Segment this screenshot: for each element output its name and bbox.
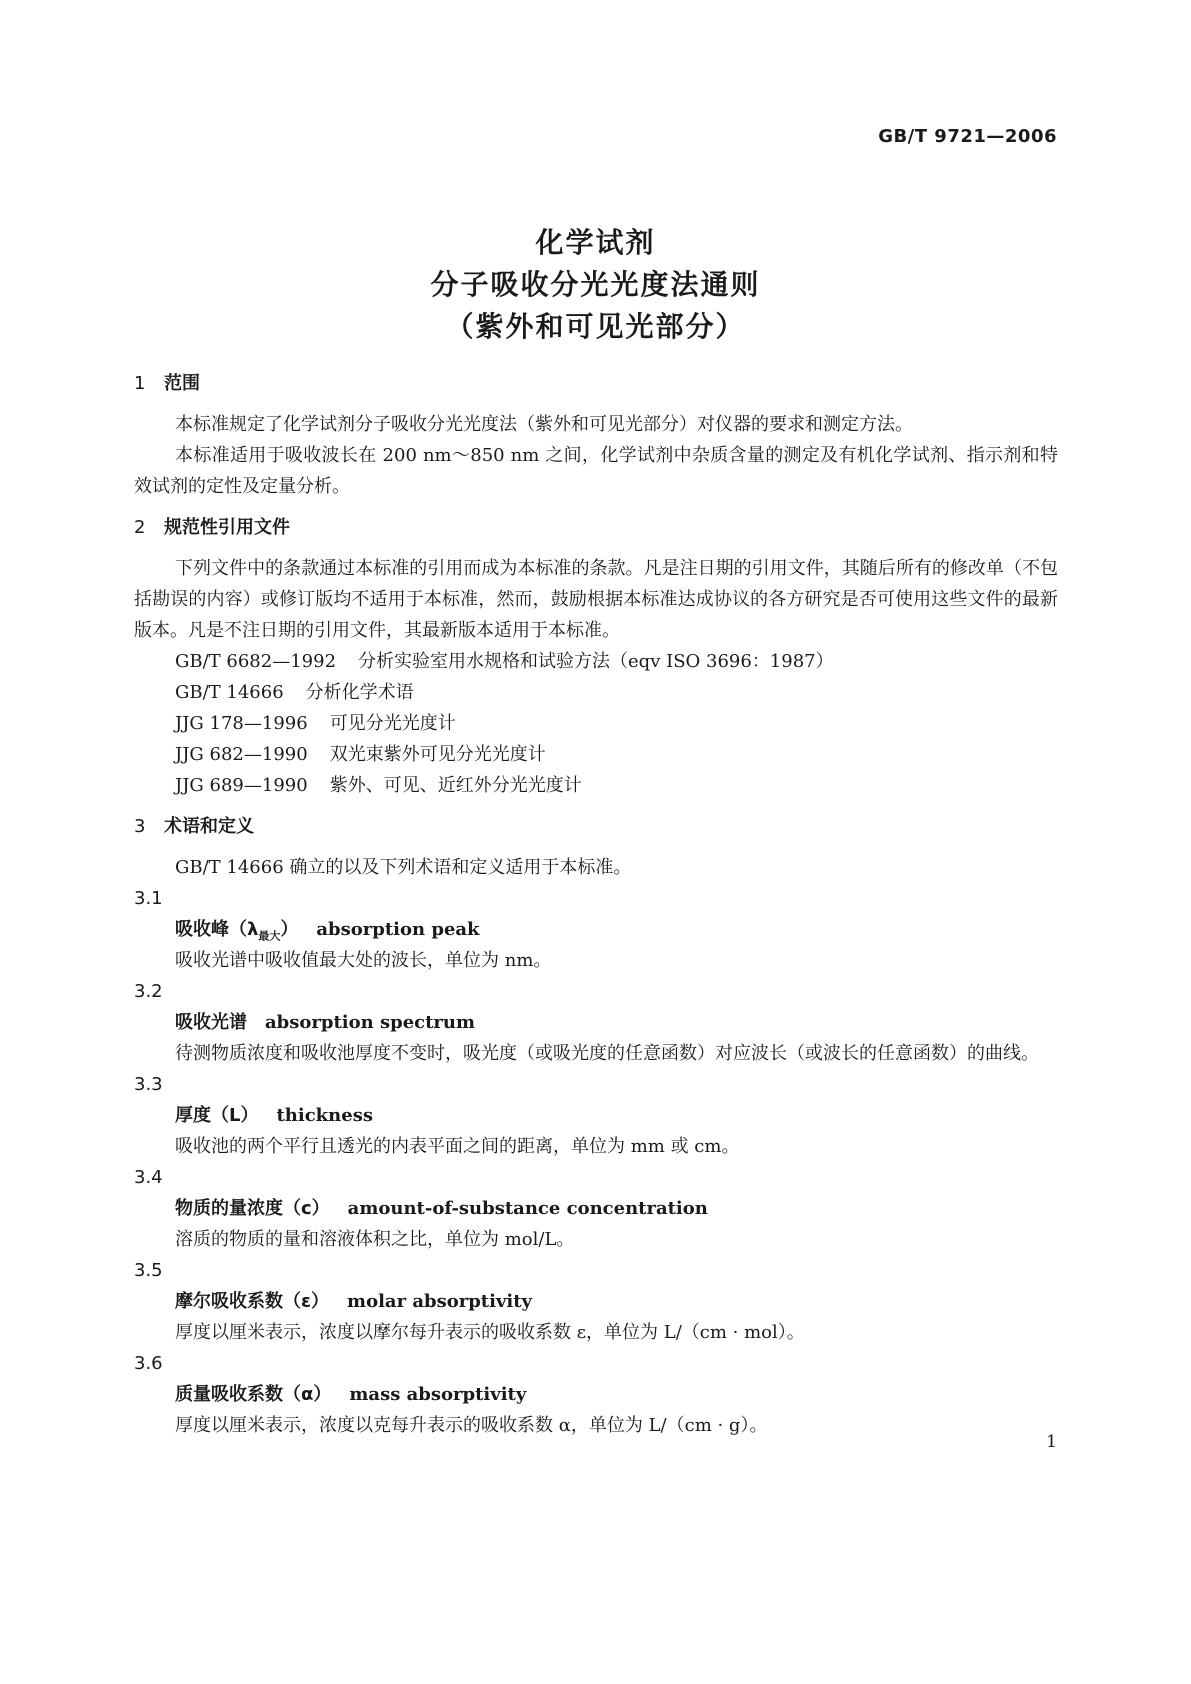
term-en: mass absorptivity <box>349 1384 527 1405</box>
term-number: 3.1 <box>134 888 163 909</box>
term-en: absorption spectrum <box>265 1012 476 1033</box>
reference-title: 分析化学术语 <box>305 682 414 703</box>
term-number: 3.3 <box>134 1074 163 1095</box>
term-cn: 质量吸收系数（α） <box>175 1384 332 1405</box>
title-line-3: （紫外和可见光部分） <box>445 310 746 343</box>
section-1-paragraph-2: 本标准适用于吸收波长在 200 nm～850 nm 之间，化学试剂中杂质含量的测定及有机化学试剂、指示剂和特效试剂的定性及定量分析。 <box>134 445 1058 497</box>
reference-code: JJG 682—1990 <box>175 744 308 765</box>
reference-title: 分析实验室用水规格和试验方法（eqv ISO 3696：1987） <box>358 651 834 672</box>
reference-title: 可见分光光度计 <box>329 713 456 734</box>
term-en: molar absorptivity <box>347 1291 533 1312</box>
term-number: 3.5 <box>134 1260 163 1281</box>
section-number: 1 <box>134 373 146 394</box>
section-3-heading <box>134 811 1058 842</box>
section-1-heading <box>134 368 1058 399</box>
section-number: 3 <box>134 816 146 837</box>
term-en: amount-of-substance concentration <box>347 1198 708 1219</box>
term-subscript: 最大 <box>258 929 281 943</box>
reference-code: JJG 178—1996 <box>175 713 308 734</box>
term-cn-end: ） <box>280 919 299 940</box>
reference-item <box>134 677 1058 708</box>
title-line-2: 分子吸收分光光度法通则 <box>430 268 761 301</box>
document-title <box>0 222 1191 348</box>
document-body <box>134 373 1058 1441</box>
term-name <box>134 1286 1058 1317</box>
term-definition: 吸收池的两个平行且透光的内表平面之间的距离，单位为 mm 或 cm。 <box>175 1136 740 1157</box>
term-en: absorption peak <box>316 919 480 940</box>
reference-item <box>134 708 1058 739</box>
term-number: 3.6 <box>134 1353 163 1374</box>
term-definition: 吸收光谱中吸收值最大处的波长，单位为 nm。 <box>175 950 552 971</box>
section-2-heading <box>134 512 1058 543</box>
term-definition: 厚度以厘米表示，浓度以克每升表示的吸收系数 α，单位为 L/（cm · g）。 <box>175 1415 768 1436</box>
term-name <box>134 1379 1058 1410</box>
section-2-paragraph: 下列文件中的条款通过本标准的引用而成为本标准的条款。凡是注日期的引用文件，其随后所有的修改单（不包括勘误的内容）或修订版均不适用于本标准，然而，鼓励根据本标准达成协议的各方研究是否可使用这些文件的最新版本。凡是不注日期的引用文件，其最新版本适用于本标准。 <box>134 558 1058 641</box>
section-number: 2 <box>134 517 146 538</box>
term-number: 3.4 <box>134 1167 163 1188</box>
reference-item <box>134 646 1058 677</box>
term-cn: 摩尔吸收系数（ε） <box>175 1291 330 1312</box>
term-name <box>134 1007 1058 1038</box>
reference-title: 双光束紫外可见分光光度计 <box>329 744 546 765</box>
reference-item <box>134 770 1058 801</box>
reference-item <box>134 739 1058 770</box>
reference-code: GB/T 14666 <box>175 682 284 703</box>
standard-number: GB/T 9721—2006 <box>878 126 1057 147</box>
term-number: 3.2 <box>134 981 163 1002</box>
section-3-intro: GB/T 14666 确立的以及下列术语和定义适用于本标准。 <box>175 857 632 878</box>
reference-title: 紫外、可见、近红外分光光度计 <box>329 775 582 796</box>
term-cn: 厚度（L） <box>175 1105 259 1126</box>
term-en: thickness <box>276 1105 373 1126</box>
term-definition: 溶质的物质的量和溶液体积之比，单位为 mol/L。 <box>175 1229 575 1250</box>
title-line-1: 化学试剂 <box>535 226 656 259</box>
term-definition: 待测物质浓度和吸收池厚度不变时，吸光度（或吸光度的任意函数）对应波长（或波长的任意函数）的曲线。 <box>175 1043 1039 1064</box>
term-cn: 吸收光谱 <box>175 1012 247 1033</box>
term-name <box>134 914 1058 945</box>
term-name <box>134 1100 1058 1131</box>
term-cn: 物质的量浓度（c） <box>175 1198 330 1219</box>
reference-code: JJG 689—1990 <box>175 775 308 796</box>
term-definition: 厚度以厘米表示，浓度以摩尔每升表示的吸收系数 ε，单位为 L/（cm · mol）。 <box>175 1322 805 1343</box>
section-title: 术语和定义 <box>164 816 254 837</box>
page-number: 1 <box>1046 1432 1057 1452</box>
section-title: 范围 <box>164 373 200 394</box>
section-title: 规范性引用文件 <box>164 517 290 538</box>
term-name <box>134 1193 1058 1224</box>
term-cn: 吸收峰（λ <box>175 919 259 940</box>
section-1-paragraph-1: 本标准规定了化学试剂分子吸收分光光度法（紫外和可见光部分）对仪器的要求和测定方法。 <box>175 414 913 435</box>
reference-code: GB/T 6682—1992 <box>175 651 337 672</box>
